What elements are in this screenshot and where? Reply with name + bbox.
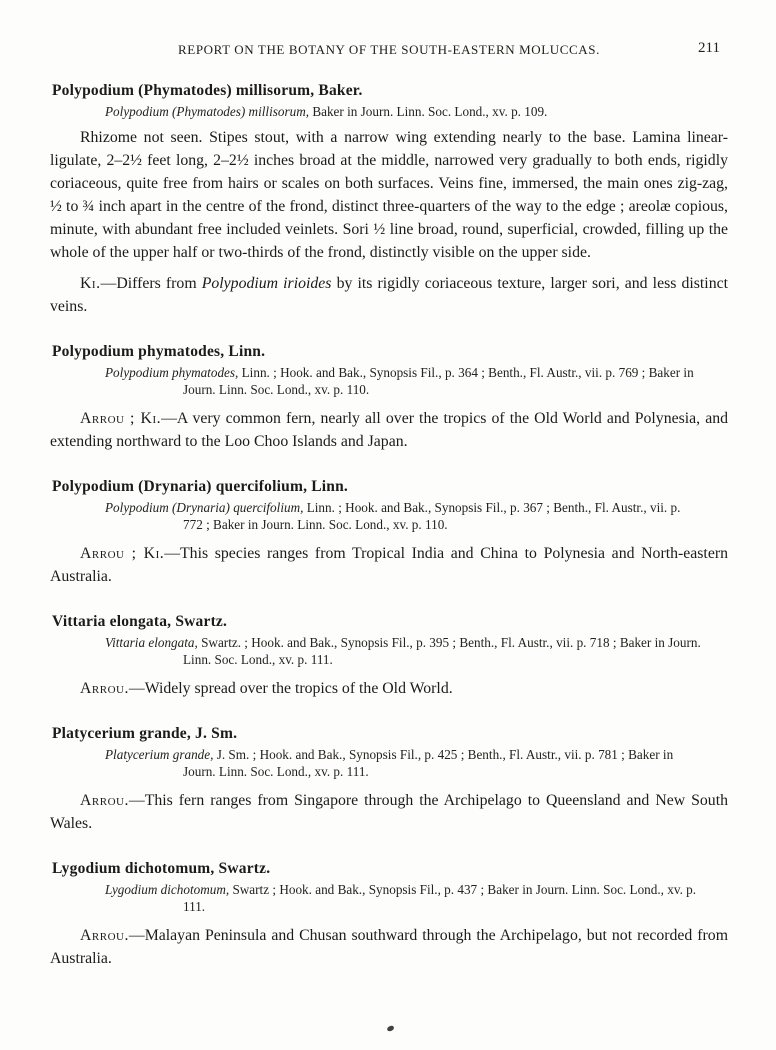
citation-reference: J. Sm. ; Hook. and Bak., Synopsis Fil., p. 425 ; Benth., Fl. Austr., vii. p. 781 ; Baker in Journ. Linn. Soc. Lond., xv. p. 111. xyxy=(183,746,674,779)
species-heading: Polypodium phymatodes, Linn. xyxy=(52,342,266,360)
citation xyxy=(50,364,702,399)
citation xyxy=(50,103,702,121)
species-heading: Platycerium grande, J. Sm. xyxy=(52,724,238,742)
note-text: —This fern ranges from Singapore through the Archipelago to Queensland and New South Wales. xyxy=(50,791,728,832)
locality-lead: Arrou. xyxy=(80,926,129,944)
locality-lead: Arrou. xyxy=(80,791,129,809)
locality-lead: Arrou ; Ki. xyxy=(80,409,162,427)
citation-species-italic: Lygodium dichotomum, xyxy=(105,881,230,897)
species-entry xyxy=(50,478,728,588)
locality-lead: Arrou ; Ki. xyxy=(80,544,165,562)
scan-artifact-speck xyxy=(386,1025,394,1032)
species-entry xyxy=(50,860,728,970)
species-heading: Lygodium dichotomum, Swartz. xyxy=(52,859,271,877)
citation xyxy=(50,634,702,669)
distribution-note xyxy=(50,924,728,970)
citation xyxy=(50,881,702,916)
note-text: —Differs from xyxy=(100,274,202,292)
note-text: —Malayan Peninsula and Chusan southward through the Archipelago, but not recorded from Australia. xyxy=(50,926,728,967)
distribution-note xyxy=(50,542,728,588)
note-text: —This species ranges from Tropical India and China to Polynesia and North-eastern Australia. xyxy=(50,544,728,585)
species-heading: Polypodium (Phymatodes) millisorum, Baker. xyxy=(52,82,363,99)
note-text: by its rigidly coriaceous texture, larger sori, and less distinct veins. xyxy=(50,274,728,315)
citation-species-italic: Platycerium grande, xyxy=(105,746,214,762)
note-text: —A very common fern, nearly all over the tropics of the Old World and Polynesia, and extending northward to the Loo Choo Islands and Japan. xyxy=(50,409,729,450)
distribution-note xyxy=(50,677,728,700)
locality-lead: Ki. xyxy=(80,274,101,292)
citation xyxy=(50,746,702,781)
distribution-note xyxy=(50,272,728,318)
citation-reference: Linn. ; Hook. and Bak., Synopsis Fil., p. 364 ; Benth., Fl. Austr., vii. p. 769 ; Baker in Journ. Linn. Soc. Lond., xv. p. 110. xyxy=(183,364,694,397)
citation-reference: Baker in Journ. Linn. Soc. Lond., xv. p. 109. xyxy=(309,104,548,119)
citation-reference: Swartz. ; Hook. and Bak., Synopsis Fil., p. 395 ; Benth., Fl. Austr., vii. p. 718 ; Baker in Journ. Linn. Soc. Lond., xv. p. 111. xyxy=(183,634,701,667)
species-entry xyxy=(50,725,728,835)
citation-reference: Swartz ; Hook. and Bak., Synopsis Fil., p. 437 ; Baker in Journ. Linn. Soc. Lond., xv. p. 111. xyxy=(183,881,697,914)
species-entry xyxy=(50,613,728,700)
page-body xyxy=(50,82,728,970)
species-entry xyxy=(50,82,728,318)
page-number: 211 xyxy=(698,40,720,56)
species-heading: Polypodium (Drynaria) quercifolium, Linn. xyxy=(52,477,348,495)
species-entry xyxy=(50,343,728,453)
citation-species-italic: Polypodium (Drynaria) quercifolium, xyxy=(105,499,304,515)
running-title: REPORT ON THE BOTANY OF THE SOUTH-EASTERN MOLUCCAS. xyxy=(178,42,600,57)
citation-species-italic: Polypodium (Phymatodes) millisorum, xyxy=(105,104,310,119)
species-name-italic: Polypodium irioides xyxy=(201,274,332,292)
distribution-note xyxy=(50,789,728,835)
citation-species-italic: Polypodium phymatodes, xyxy=(105,364,239,380)
citation-species-italic: Vittaria elongata, xyxy=(105,634,198,650)
species-description: Rhizome not seen. Stipes stout, with a narrow wing extending nearly to the base. Lamina linear-ligulate, 2–2½ feet long, 2–2½ inches broad at the middle, narrowed very gradually to both ends, rigidly coriaceous, quite free from hairs or scales on both surfaces. Veins fine, immersed, the main ones zig-zag, ½ to ¾ inch apart in the centre of the frond, distinct three-quarters of the way to the edge ; areolæ copious, minute, with abundant free included veinlets. Sori ½ line broad, round, superficial, crowded, filling up the whole of the upper half or two-thirds of the frond, distinctly visible on the upper side. xyxy=(50,128,728,261)
citation-reference: Linn. ; Hook. and Bak., Synopsis Fil., p. 367 ; Benth., Fl. Austr., vii. p. 772 ; Baker in Journ. Linn. Soc. Lond., xv. p. 110. xyxy=(183,499,681,532)
locality-lead: Arrou. xyxy=(80,679,129,697)
species-heading: Vittaria elongata, Swartz. xyxy=(52,612,228,630)
distribution-note xyxy=(50,407,728,453)
note-text: —Widely spread over the tropics of the Old World. xyxy=(128,679,453,697)
citation xyxy=(50,499,702,534)
page-header xyxy=(50,42,728,60)
